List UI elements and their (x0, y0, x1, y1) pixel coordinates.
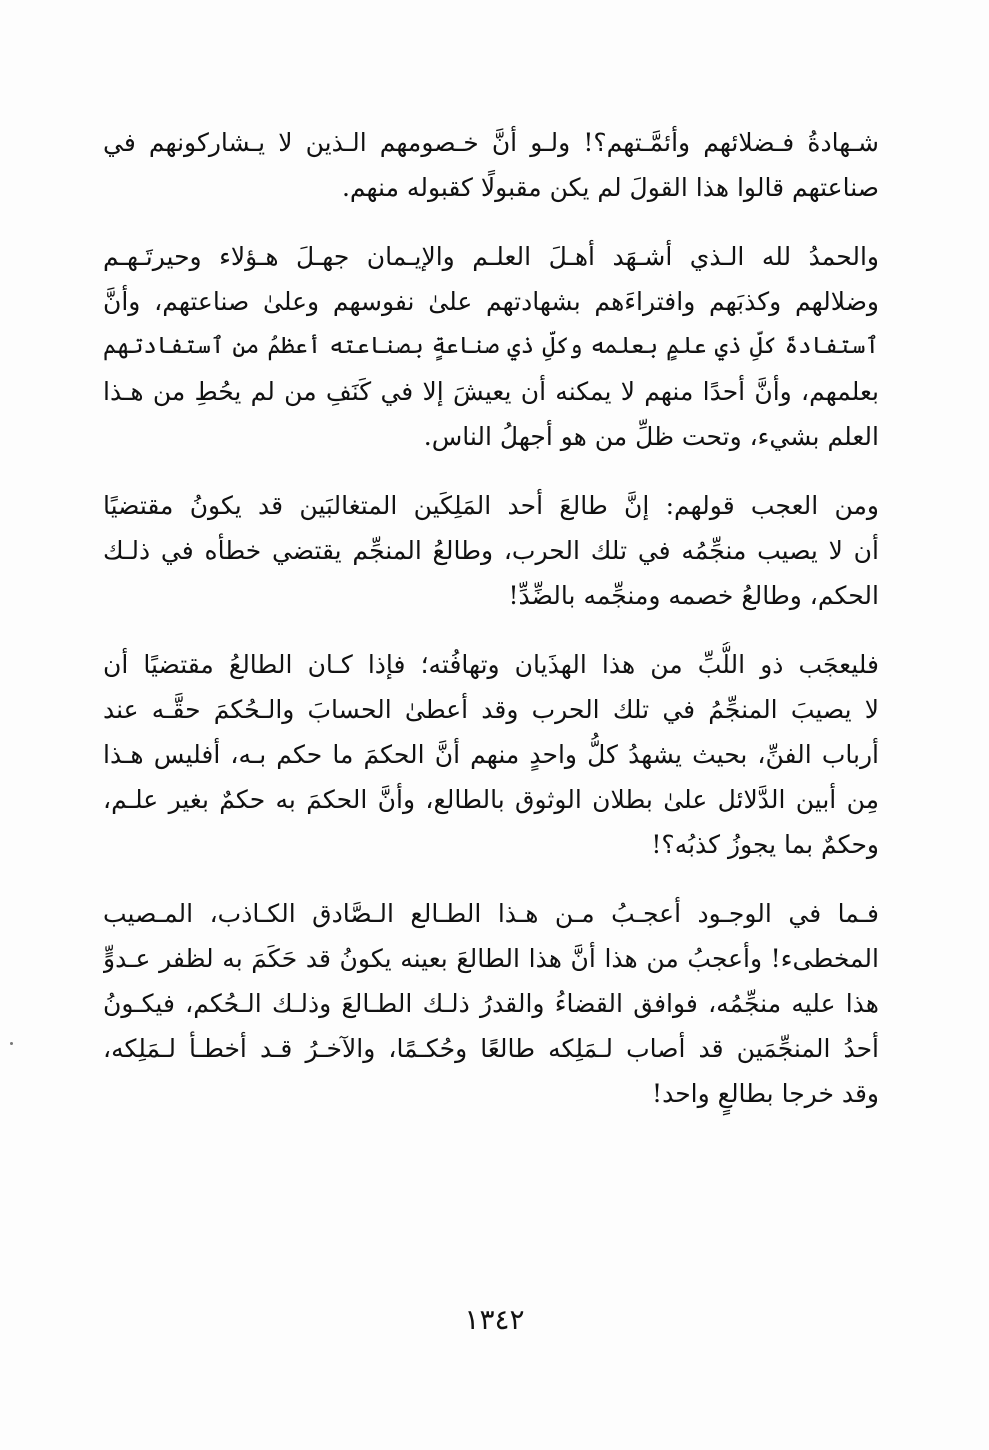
margin-speck (10, 1042, 13, 1045)
text-line: وقد خرجا بطالعٍ واحد! (652, 1079, 879, 1108)
paragraph (103, 120, 879, 210)
text-line: فـما في الوجـود أعجـبُ مـن هـذا الطـالع الـصَّادق الكـاذب، المـصيب (103, 899, 879, 928)
text-line: المخطىء! وأعجبُ من هذا أنَّ هذا الطالعَ بعينه يكونُ قد حَكَمَ به لظفر عـدوٍّ (103, 944, 879, 973)
text-line: بعلمهم، وأنَّ أحدًا منهم لا يمكنه أن يعيشَ إلا في كَنَفِ من لم يحُطِ من هـذا (103, 377, 879, 406)
paragraph (103, 483, 879, 618)
page-number: ١٣٤٢ (464, 1303, 525, 1336)
text-line: لا يصيبَ المنجِّمُ في تلك الحرب وقد أعطىٰ الحسابَ والـحُكمَ حقَّـه عند (103, 695, 879, 724)
text-line: أن لا يصيب منجِّمُه في تلك الحرب، وطالعُ المنجِّم يقتضي خطأه في ذلـك (103, 536, 879, 565)
text-line: مِن أبين الدَّلائل علىٰ بطلان الوثوق بالطالع، وأنَّ الحكمَ به حكمٌ بغير علـم، (103, 785, 879, 814)
paragraph (103, 891, 879, 1116)
text-line: وضلالهم وكذبَهم وافتراءَهم بشهادتهم علىٰ نفوسهم وعلىٰ صناعتهم، وأنَّ (103, 287, 879, 316)
text-line: وحكمٌ بما يجوزُ كذبُه؟! (651, 830, 879, 859)
text-line: ٱستفادةَ كلِّ ذي علمٍ بعلمه وكلِّ ذي صناعةٍ بصناعته أعظمُ من ٱستفادتهم (103, 333, 879, 359)
text-line: هذا عليه منجِّمُه، فوافق القضاءُ والقدرُ ذلـك الطـالعَ وذلـك الـحُكم، فيكـونُ (103, 989, 879, 1018)
text-line: فليعجَب ذو اللُّبِّ من هذا الهذَيان وتهافُته؛ فإذا كـان الطالعُ مقتضيًا أن (103, 650, 879, 679)
text-line: أحدُ المنجِّمَين قد أصاب لـمَلِكه طالعًا وحُكـمًا، والآخـرُ قـد أخطـأ لـمَلِكه، (103, 1034, 879, 1063)
text-line: ومن العجب قولهم: إنَّ طالعَ أحد المَلِكَين المتغالبَين قد يكونُ مقتضيًا (103, 491, 879, 520)
paragraph (103, 642, 879, 867)
text-line: والحمدُ لله الـذي أشـهَد أهـلَ العلـم والإيـمان جهـلَ هـؤلاء وحيرتَـهـم (103, 242, 879, 271)
text-line: صناعتهم قالوا هذا القولَ لم يكن مقبولًا كقبوله منهم. (341, 173, 879, 202)
text-line: الحكم، وطالعُ خصمه ومنجِّمه بالضِّدِّ! (508, 581, 879, 610)
text-line: أرباب الفنِّ، بحيث يشهدُ كلُّ واحدٍ منهم أنَّ الحكمَ ما حكم بـه، أفليس هـذا (103, 740, 879, 769)
paragraph (103, 234, 879, 459)
body-text (103, 120, 879, 1140)
text-line: شـهادةُ فـضلائهم وأئمَّـتهم؟! ولـو أنَّ خـصومهم الـذين لا يـشاركونهم في (103, 128, 879, 157)
text-line: العلم بشيء، وتحت ظلِّ من هو أجهلُ الناس. (423, 422, 879, 451)
